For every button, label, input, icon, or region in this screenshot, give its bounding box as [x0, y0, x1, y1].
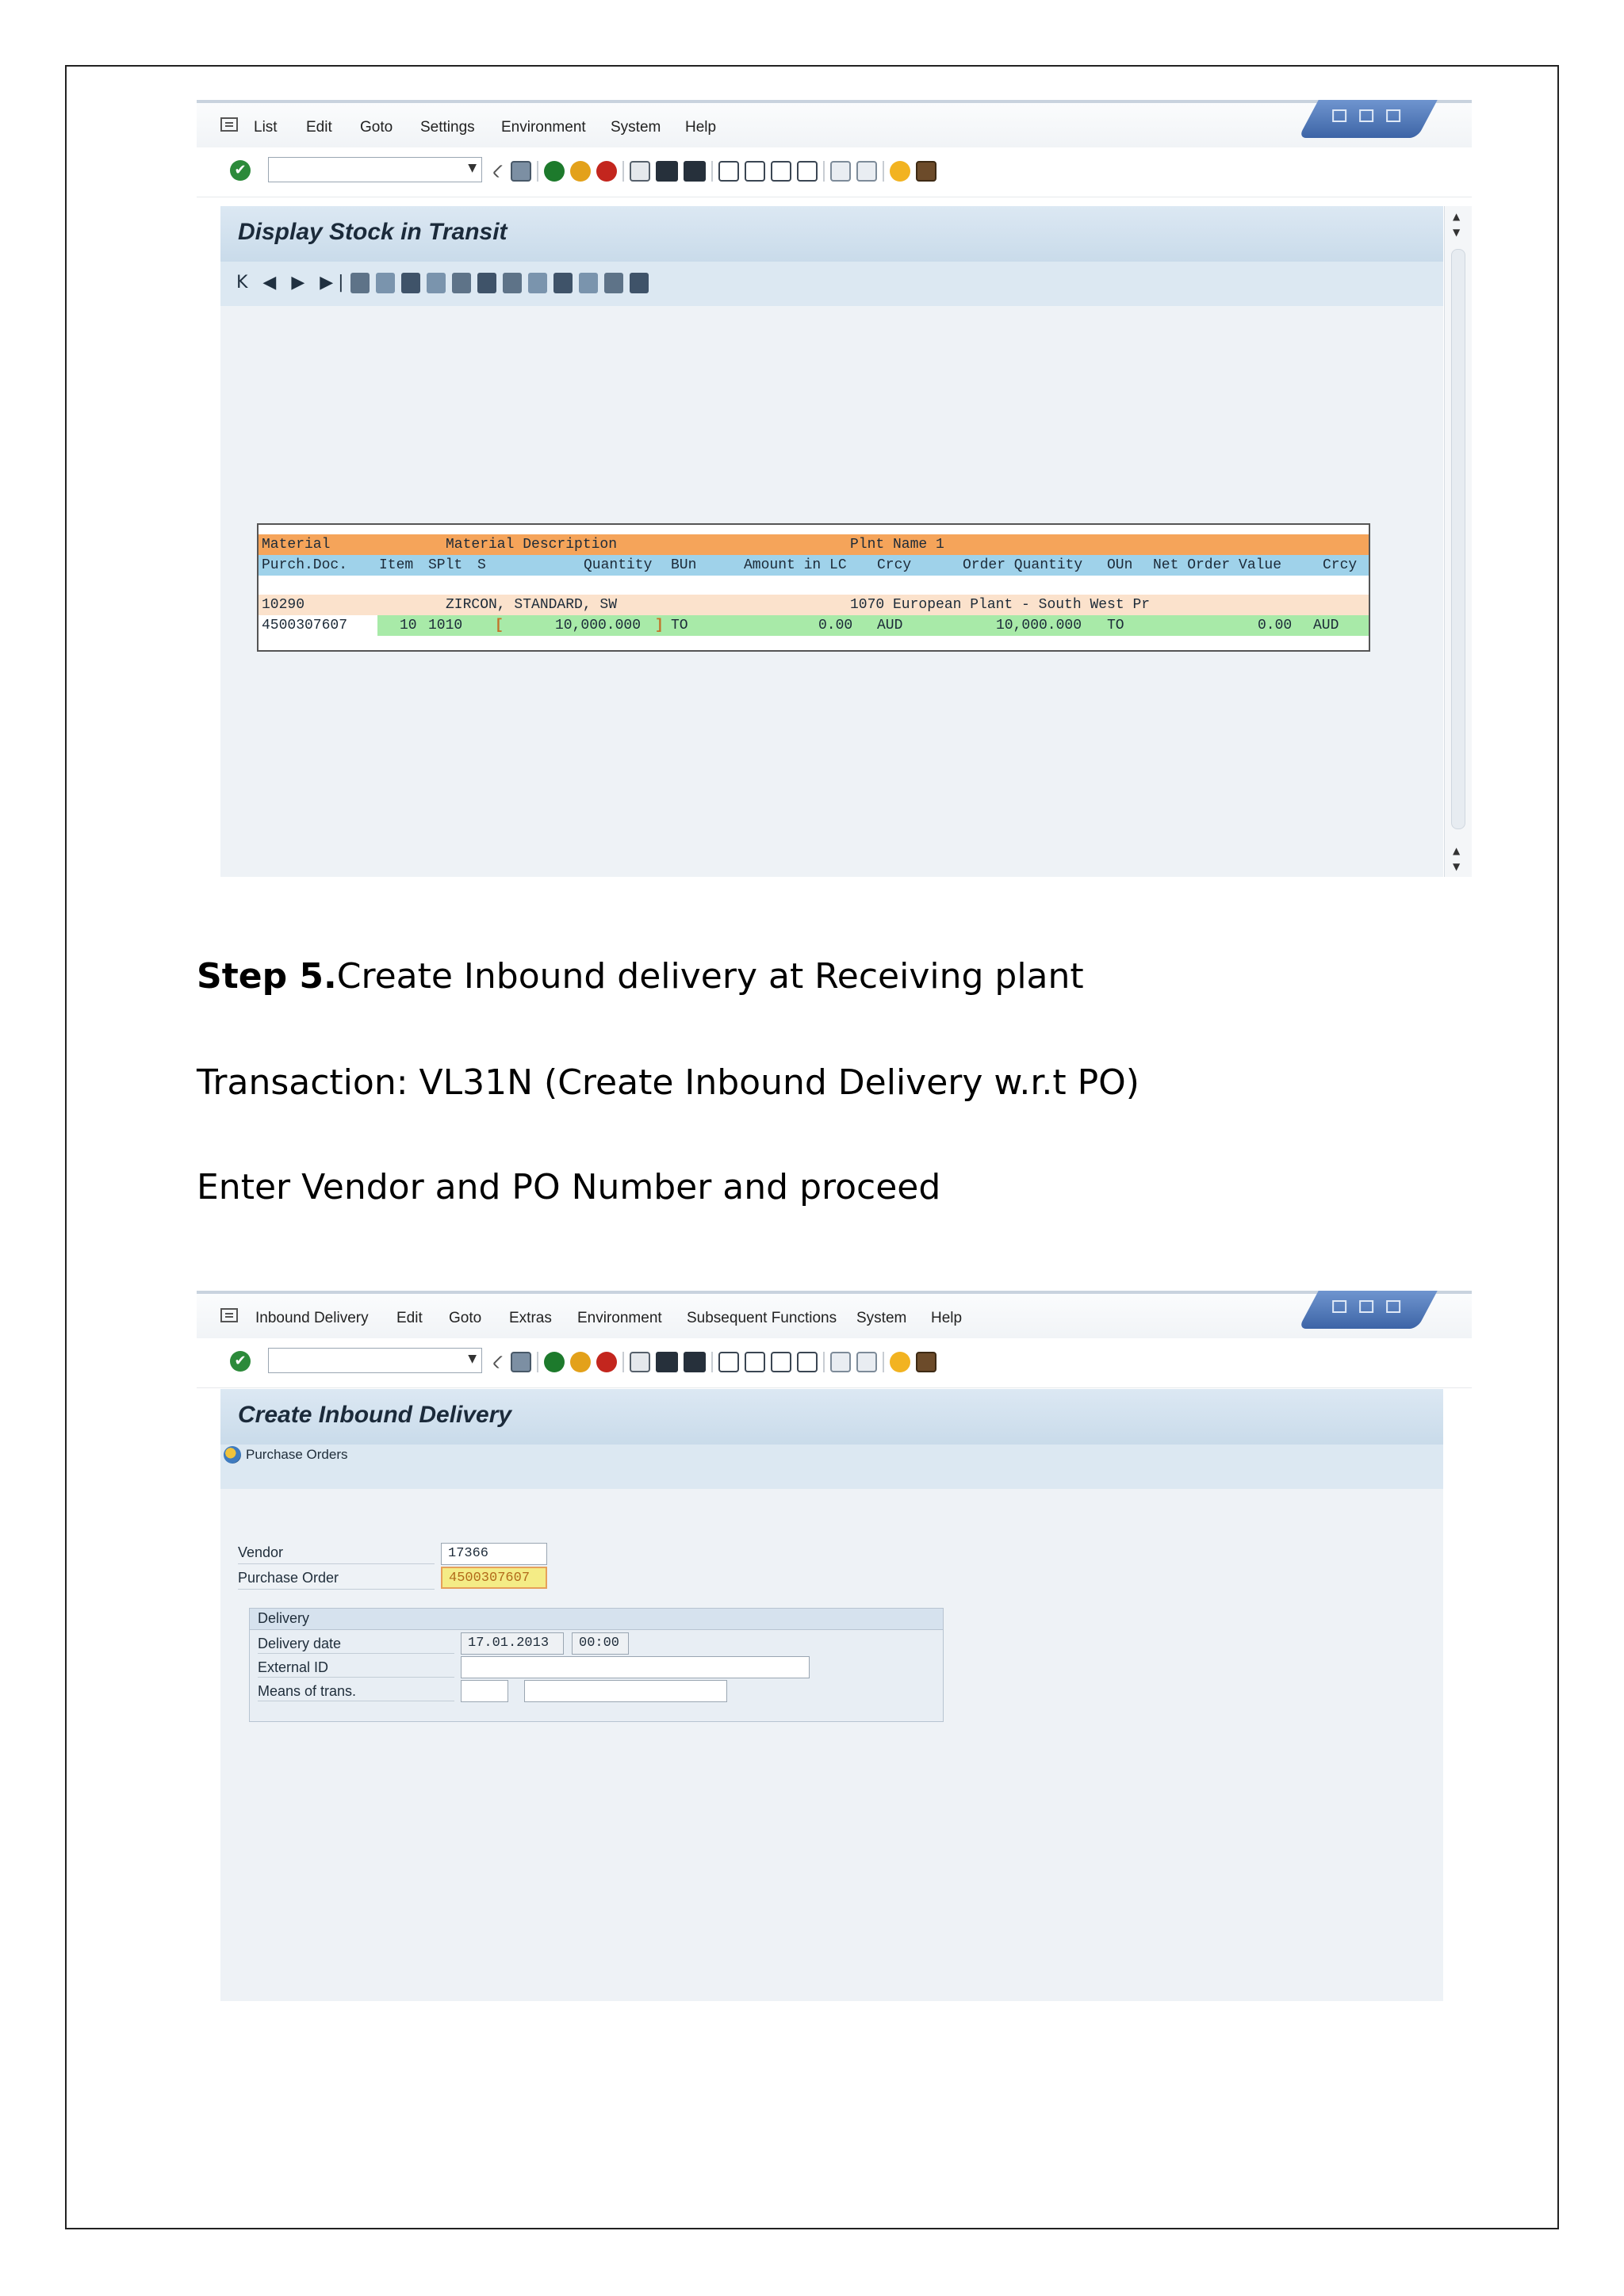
print-preview-icon[interactable] — [427, 273, 446, 293]
external-id-label: External ID — [258, 1659, 329, 1675]
separator — [823, 161, 825, 182]
previous-page-icon[interactable] — [745, 1352, 765, 1372]
vendor-label-line — [238, 1563, 435, 1564]
vertical-scrollbar[interactable] — [1444, 206, 1472, 877]
find-icon[interactable] — [656, 1352, 678, 1372]
delivery-group-header — [250, 1609, 943, 1630]
separator — [537, 161, 538, 182]
menu-list[interactable]: List — [254, 119, 278, 136]
means-of-trans-id-input[interactable] — [524, 1680, 727, 1702]
enter-check-icon[interactable]: ✔ — [230, 1351, 251, 1372]
plant-name: 1070 European Plant - South West Pr — [850, 597, 1151, 613]
col-crcy-2: Crcy — [1323, 557, 1358, 573]
purchase-orders-button[interactable] — [224, 1446, 348, 1464]
col-net-order-value: Net Order Value — [1153, 557, 1282, 573]
window-controls[interactable] — [1298, 100, 1438, 138]
means-of-trans-label: Means of trans. — [258, 1683, 357, 1699]
col-plnt-name: Plnt Name 1 — [850, 537, 944, 553]
col-material-description: Material Description — [446, 537, 618, 553]
application-toolbar — [220, 1445, 1443, 1490]
print-icon[interactable] — [630, 161, 650, 182]
purchase-order-label: Purchase Order — [238, 1570, 339, 1586]
scrollbar-track[interactable] — [1451, 249, 1465, 829]
chart-icon[interactable] — [604, 273, 623, 293]
menu-subsequent-functions[interactable]: Subsequent Functions — [687, 1310, 837, 1326]
quantity-value[interactable]: 10,000.000 — [555, 618, 642, 633]
layout-icon[interactable] — [528, 273, 547, 293]
find-next-icon[interactable] — [684, 1352, 706, 1372]
separator — [711, 1352, 713, 1372]
first-page-icon[interactable] — [718, 1352, 739, 1372]
list-tool-icons — [350, 273, 649, 293]
purchase-orders-label: Purchase Orders — [246, 1447, 348, 1462]
oun-value: TO — [1107, 618, 1124, 633]
stock-in-transit-list — [257, 523, 1370, 652]
list-row-purchase-doc[interactable] — [259, 615, 1369, 636]
layout-menu-icon[interactable] — [916, 1352, 936, 1372]
find-icon[interactable] — [656, 161, 678, 182]
order-quantity-value: 10,000.000 — [996, 618, 1082, 633]
external-id-line — [258, 1677, 454, 1678]
next-page-icon[interactable] — [771, 1352, 791, 1372]
last-page-icon[interactable] — [797, 161, 818, 182]
back-arrow-icon[interactable] — [492, 164, 507, 178]
back-icon[interactable] — [544, 161, 565, 182]
crcy-value: AUD — [877, 618, 903, 633]
col-splt: SPlt — [428, 557, 463, 573]
menu-help[interactable]: Help — [685, 119, 717, 136]
col-bun: BUn — [671, 557, 697, 573]
col-s: S — [477, 557, 486, 573]
graphic-icon[interactable] — [553, 273, 573, 293]
list-canvas — [220, 306, 1443, 877]
enter-check-icon[interactable]: ✔ — [230, 160, 251, 181]
selection-bracket-left: [ — [495, 618, 504, 633]
exit-icon[interactable] — [570, 1352, 591, 1372]
col-order-quantity: Order Quantity — [963, 557, 1083, 573]
col-amount-lc: Amount in LC — [744, 557, 847, 573]
minimize-icon[interactable] — [1332, 109, 1346, 122]
delivery-time-input[interactable]: 00:00 — [572, 1632, 629, 1655]
menu-edit[interactable]: Edit — [306, 119, 332, 136]
step-label: Step 5. — [197, 956, 337, 997]
po-label-line — [238, 1589, 435, 1590]
back-arrow-icon[interactable] — [492, 1355, 507, 1369]
user-icon[interactable] — [630, 273, 649, 293]
amount-value: 0.00 — [818, 618, 853, 633]
menu-environment[interactable]: Environment — [577, 1310, 662, 1326]
menu-bar — [197, 1291, 1472, 1341]
col-crcy: Crcy — [877, 557, 912, 573]
col-oun: OUn — [1107, 557, 1133, 573]
menu-icon[interactable] — [220, 117, 238, 132]
delivery-group-title: Delivery — [258, 1610, 310, 1626]
command-field[interactable] — [268, 157, 482, 182]
col-material: Material — [262, 537, 331, 553]
col-item: Item — [379, 557, 414, 573]
scroll-up-icon[interactable]: ▲ — [1453, 211, 1461, 222]
transaction-text: Transaction: VL31N (Create Inbound Delivery w.r.t PO) — [197, 1062, 1139, 1103]
back-icon[interactable] — [544, 1352, 565, 1372]
details-icon[interactable] — [350, 273, 370, 293]
next-page-icon[interactable] — [771, 161, 791, 182]
menu-bar — [197, 100, 1472, 151]
menu-help[interactable]: Help — [931, 1310, 963, 1326]
abc-analysis-icon[interactable] — [579, 273, 598, 293]
menu-system[interactable]: System — [611, 119, 661, 136]
delivery-date-label: Delivery date — [258, 1636, 342, 1651]
chevron-down-icon[interactable]: ▼ — [468, 162, 477, 174]
menu-edit[interactable]: Edit — [396, 1310, 423, 1326]
chevron-down-icon[interactable]: ▼ — [468, 1353, 477, 1365]
separator — [883, 1352, 884, 1372]
layout-menu-icon[interactable] — [916, 161, 936, 182]
step-text: Create Inbound delivery at Receiving plant — [336, 956, 1084, 997]
previous-page-icon[interactable] — [745, 161, 765, 182]
last-page-icon[interactable] — [797, 1352, 818, 1372]
list-header-row-1 — [259, 534, 1369, 555]
purchase-order-input[interactable]: 4500307607 — [441, 1567, 547, 1589]
selection-bracket-right: ] — [655, 618, 664, 633]
list-header-row-2 — [259, 555, 1369, 576]
vendor-label: Vendor — [238, 1544, 284, 1560]
material-description: ZIRCON, STANDARD, SW — [446, 597, 618, 613]
item-number: 10 — [400, 618, 417, 633]
form-canvas — [220, 1489, 1443, 2001]
separator — [711, 161, 713, 182]
find-next-icon[interactable] — [684, 161, 706, 182]
menu-icon[interactable] — [220, 1308, 238, 1322]
bun-value: TO — [671, 618, 688, 633]
help-icon[interactable] — [890, 161, 910, 182]
create-session-icon[interactable] — [830, 161, 851, 182]
crcy-2-value: AUD — [1313, 618, 1339, 633]
splt-value: 1010 — [428, 618, 463, 633]
command-field[interactable] — [268, 1348, 482, 1373]
save-icon[interactable] — [511, 161, 531, 182]
toolbar-icons — [494, 157, 936, 186]
first-page-icon[interactable] — [718, 161, 739, 182]
menu-goto[interactable]: Goto — [360, 119, 393, 136]
page-title: Display Stock in Transit — [238, 219, 508, 245]
minimize-icon[interactable] — [1332, 1300, 1346, 1313]
scroll-down-icon[interactable]: ▼ — [1453, 861, 1461, 872]
set-filter-icon[interactable] — [452, 273, 471, 293]
exit-icon[interactable] — [570, 161, 591, 182]
title-bar — [220, 1389, 1443, 1445]
shortcut-icon[interactable] — [856, 1352, 877, 1372]
menu-settings[interactable]: Settings — [420, 119, 475, 136]
instruction-text: Enter Vendor and PO Number and proceed — [197, 1167, 941, 1207]
filter-icon[interactable] — [376, 273, 395, 293]
menu-goto[interactable]: Goto — [449, 1310, 482, 1326]
title-bar — [220, 206, 1443, 262]
sap-window-create-inbound-delivery — [197, 1291, 1472, 2001]
list-row-material[interactable] — [259, 595, 1369, 615]
window-controls[interactable] — [1298, 1291, 1438, 1329]
menu-system[interactable]: System — [856, 1310, 907, 1326]
menu-environment[interactable]: Environment — [501, 119, 586, 136]
separator — [622, 161, 624, 182]
navigation-arrows-icon[interactable]: K ◀ ▶ ▶| — [236, 273, 349, 293]
spreadsheet-icon[interactable] — [503, 273, 522, 293]
delivery-date-line — [258, 1653, 454, 1654]
standard-toolbar — [197, 1338, 1472, 1388]
menu-extras[interactable]: Extras — [509, 1310, 552, 1326]
sap-window-stock-in-transit — [197, 100, 1472, 877]
col-purch-doc: Purch.Doc. — [262, 557, 348, 573]
save-icon[interactable] — [511, 1352, 531, 1372]
delivery-group — [249, 1608, 944, 1722]
sum-icon[interactable] — [401, 273, 420, 293]
col-quantity: Quantity — [584, 557, 653, 573]
maximize-icon[interactable] — [1359, 1300, 1373, 1313]
step-heading — [197, 956, 1084, 997]
maximize-icon[interactable] — [1359, 109, 1373, 122]
help-icon[interactable] — [890, 1352, 910, 1372]
application-toolbar — [220, 262, 1443, 307]
vendor-input[interactable]: 17366 — [441, 1543, 547, 1565]
close-icon[interactable] — [1386, 1300, 1400, 1313]
print-icon[interactable] — [630, 1352, 650, 1372]
separator — [823, 1352, 825, 1372]
menu-inbound-delivery[interactable]: Inbound Delivery — [255, 1310, 369, 1326]
scroll-down-icon[interactable]: ▼ — [1453, 227, 1461, 238]
shortcut-icon[interactable] — [856, 161, 877, 182]
net-value: 0.00 — [1258, 618, 1293, 633]
separator — [883, 161, 884, 182]
purch-doc-number: 4500307607 — [259, 615, 377, 636]
delivery-date-input[interactable]: 17.01.2013 — [461, 1632, 564, 1655]
means-of-trans-type-input[interactable] — [461, 1680, 508, 1702]
scroll-up-icon[interactable]: ▲ — [1453, 845, 1461, 856]
separator — [537, 1352, 538, 1372]
toolbar-icons — [494, 1348, 936, 1376]
create-session-icon[interactable] — [830, 1352, 851, 1372]
page-title: Create Inbound Delivery — [238, 1402, 512, 1428]
export-icon[interactable] — [477, 273, 496, 293]
cancel-icon[interactable] — [596, 1352, 617, 1372]
cancel-icon[interactable] — [596, 161, 617, 182]
standard-toolbar — [197, 147, 1472, 197]
separator — [622, 1352, 624, 1372]
external-id-input[interactable] — [461, 1656, 810, 1678]
material-number: 10290 — [262, 597, 305, 613]
purchase-orders-icon — [224, 1446, 241, 1464]
close-icon[interactable] — [1386, 109, 1400, 122]
